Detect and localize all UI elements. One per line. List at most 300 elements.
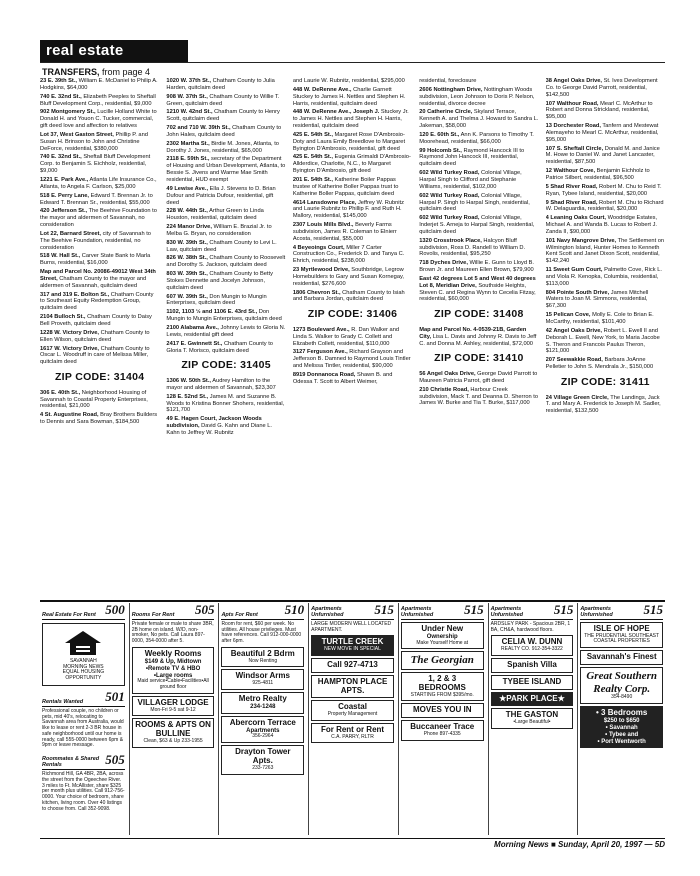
classified-number: 501: [105, 688, 125, 704]
ad-line: For Rent or Rent: [320, 724, 385, 734]
display-ad: [221, 745, 304, 774]
display-ad: [311, 723, 394, 744]
entry-details: The Settlement on Wilmington Island, Hunter Homes to Kenneth Kent Scott and Janet Dixon Scott, residential, $142,240: [545, 237, 665, 265]
classified-header: [132, 603, 215, 620]
ad-line: Spanish Villa: [507, 659, 557, 669]
classified-header: [42, 690, 125, 707]
entry-address: 1228 W. Victory Drive,: [40, 329, 100, 336]
entry-details: St. Ives Development Co. to George David Parrott, residential, $142,500: [545, 78, 658, 98]
classified-category: Apartments Unfurnished: [400, 605, 434, 618]
transfer-column: [293, 78, 412, 600]
entry-details: James Mitchell Waters to Joan M. Simmons, residential, $67,300: [545, 289, 649, 310]
entry-address: 518 W. Hall St.,: [40, 253, 81, 260]
entry-address: 420 Jefferson St.,: [40, 208, 88, 215]
transfer-entry: [166, 394, 285, 415]
transfer-entry: [546, 146, 665, 167]
entry-details: Miller 7 Carter Construction Co., Frederick D. and Tanya C. Ehrich, residential, $238,000: [292, 244, 405, 265]
entry-details: Southside Heights, Steven C. and Regina Wynn to Cecelia Fitzay, residential, $60,000: [419, 282, 536, 303]
ad-line: • Port Wentworth: [597, 738, 646, 745]
entry-details: Edward T. Brennan Jr. to Edward T. Brennan Sr., residential, $55,000: [40, 192, 153, 206]
ad-subtext: 354-8490: [611, 694, 633, 701]
transfer-entry: [546, 238, 665, 265]
transfer-entry: [419, 148, 538, 169]
entry-details: R. Dan Walker and Linda S. Walker to Grady C. Collett and Elizabeth Collett, residential, $110,000: [292, 326, 400, 347]
ad-line: MOVES YOU IN: [412, 705, 472, 715]
entry-address: 24 Village Green Circle,: [545, 394, 609, 401]
ad-line: Weekly Rooms: [144, 648, 202, 658]
entry-details: Robert M. Chu to Reid T. Ryan, Tybee Island, residential, $20,000: [545, 183, 662, 197]
classified-column: [218, 603, 306, 835]
entry-address: 107 Walthour Road,: [545, 100, 599, 107]
entry-details: Robert M. Chu to Richard W. Delaguardia, residential, $20,000: [545, 199, 664, 213]
transfer-entry: [419, 109, 538, 130]
entry-address: 4614 Lansdowne Place,: [292, 199, 357, 206]
classified-column: [398, 603, 486, 835]
transfer-entry: [293, 109, 412, 130]
transfer-entry: [419, 371, 538, 385]
entry-address: 23 E. 39th St.,: [40, 78, 77, 84]
entry-address: 12 Walthour Cove,: [545, 168, 596, 175]
transfer-column: [40, 78, 159, 600]
entry-address: 20 Catherine Circle,: [419, 109, 473, 116]
transfer-entry: [546, 123, 665, 144]
transfer-entry: [546, 101, 665, 122]
ad-subtext: NEW MOVE IN SPECIAL: [324, 646, 381, 653]
transfer-entry: [166, 255, 285, 269]
ad-line: Buccaneer Trace: [410, 722, 475, 732]
ad-line: $149 & Up, Midtown: [144, 658, 202, 665]
transfer-column: [166, 78, 285, 600]
entry-address: 2302 Martha St.,: [166, 140, 210, 147]
entry-details: Bray Brothers Builders to Dennis and Sara Bowman, $184,500: [40, 412, 158, 426]
ad-line: MORNING NEWS: [63, 663, 104, 670]
entry-details: Palmetto Cove, Rick L. and Viola R. Kenopka, Columbia, residential, $113,000: [545, 267, 662, 287]
classified-header: [491, 603, 574, 620]
entry-details: Chatham County to Southeast Equity Redemption Group, quitclaim deed: [40, 291, 154, 312]
transfer-entry: [40, 109, 159, 130]
display-ad: [311, 635, 394, 656]
entry-address: 306 E. 40th St.,: [40, 389, 81, 396]
classified-category: Real Estate For Rent: [42, 611, 96, 618]
entry-details: Chatham County to Oscar L. Woodruff in care of Melissa Miller, quitclaim deed: [40, 345, 150, 366]
transfer-entry: [166, 378, 285, 392]
entry-address: 425 E. 54th St.,: [292, 131, 333, 138]
entry-address: 830 W. 39th St.,: [166, 239, 208, 246]
entry-details: Willie E. Gunn to Lloyd B. Brown Jr. and Maureen Ellen Brown, $79,900: [419, 260, 534, 274]
ad-line: Call 927-4713: [327, 659, 378, 669]
transfer-entry: [546, 78, 665, 99]
banner-rule: [40, 62, 665, 63]
entry-address: 607 W. 39th St.,: [166, 293, 208, 300]
transfer-entry: [40, 269, 159, 290]
entry-address: 38 Angel Oaks Drive,: [545, 78, 602, 84]
entry-address: 207 Seewakkie Road,: [545, 357, 603, 364]
display-ad: [132, 696, 215, 717]
transfer-entry: [293, 245, 412, 266]
transfer-entry: [166, 78, 285, 92]
entry-address: 2104 Bulloch St.,: [40, 314, 86, 321]
display-ad: [580, 667, 663, 704]
entry-address: 99 Holcomb St.,: [419, 147, 462, 154]
entry-address: 101 Navy Mangrove Drive,: [545, 237, 617, 244]
ad-line: Drayton Tower Apts.: [235, 747, 291, 765]
transfer-entry: [40, 314, 159, 328]
entry-details: Lucille Holland White to Donald H. and Youon C. Tucker, commercial, gift deed love and affection to relatives: [40, 109, 157, 130]
ad-line: •Large rooms: [153, 672, 193, 679]
display-ad: [491, 658, 574, 673]
ad-line: TURTLE CREEK: [321, 637, 384, 647]
ad-subtext: Mon-Fri 9-5 sat 9-12: [150, 706, 196, 713]
entry-address: 5 Shad River Road,: [545, 183, 598, 190]
ad-subtext: Maid service•Cable•Facilities•All ground floor: [137, 678, 209, 691]
entry-address: 448 W. DeRenne Ave.,: [292, 86, 352, 93]
entry-details: George David Parrott to Maureen Patricia Parrot, gift deed: [419, 371, 538, 384]
transfer-entry: [293, 78, 412, 85]
entry-address: 56 Angel Oaks Drive,: [419, 371, 476, 378]
transfer-entry: [293, 222, 412, 243]
ad-subtext: THE PRUDENTIAL SOUTHEAST COASTAL PROPERTIES: [584, 632, 660, 645]
transfer-entry: [40, 177, 159, 191]
entry-address: 902 Montgomery St.,: [40, 109, 96, 116]
entry-details: Elizabeth Peeples to Sheftall Bluff Development Corp., residential, $9,000: [40, 93, 156, 107]
entry-details: Raymond Hancock III to Raymond John Hancock III, residential, quitclaim deed: [419, 147, 525, 168]
entry-details: Colonial Village, Inderjet S. Arneja to Harpal Singh, residential, quitclaim deed: [419, 215, 535, 235]
transfer-entry: [166, 341, 285, 355]
entry-details: Colonial Village, Harpal Singh to Clifford and Stephanie Williams, residential, $102,000: [419, 170, 522, 190]
entry-address: 1306 W. 50th St.,: [166, 377, 211, 384]
entry-details: Arthur Green to Linda Houston, residential, quitclaim deed: [166, 208, 264, 222]
entry-address: 49 E. Hagen Court, Jackson Woods subdivision,: [166, 416, 262, 430]
transfer-entry: [40, 231, 159, 252]
entry-details: Chatham County to Levi L. Law, quitclaim deed: [166, 239, 277, 253]
display-ad: [401, 720, 484, 741]
entry-details: Chatham County to Henry Scott, quitclaim deed: [166, 109, 280, 123]
transfer-column: [546, 78, 665, 600]
entry-details: Atlanta Life Insurance Co., Atlanta, to Angela F. Carlson, $25,000: [40, 176, 157, 190]
classified-text: Private female or male to share 3BR, 2B home on island. W/D, non-smoker, No pets. Call Laura 897-0000, 354-0000 after 5.: [131, 620, 214, 645]
entry-address: 1102, 1103 ½ and 1106 E. 43rd St.,: [166, 309, 258, 316]
ad-subtext: EQUAL HOUSING OPPORTUNITY: [62, 669, 105, 682]
classified-number: 505: [194, 603, 215, 617]
entry-address: 1806 Chevron St.,: [292, 289, 341, 296]
entry-details: Beverly Farms subdivision, James R. Coleman to Elnierr Acosta, residential, $55,000: [292, 222, 397, 242]
zip-code-heading: ZIP CODE: 31408: [434, 308, 524, 321]
transfer-entry: [419, 78, 538, 85]
display-ad: [132, 718, 215, 747]
transfer-entry: [419, 193, 538, 214]
classified-column: [488, 603, 576, 835]
transfer-entry: [293, 132, 412, 153]
entry-details: Chatham County to Isiah and Barbara Jordan, quitclaim deed: [292, 289, 405, 303]
ad-subtext: Phone 897-4335: [423, 730, 461, 737]
transfer-entry: [546, 395, 665, 416]
transfer-entry: [40, 346, 159, 367]
classified-number: 500: [105, 603, 125, 617]
classified-text: Richmond Hill, GA 4BR, 2BA, across the street from the Ogeechee River. 3 miles to Ft. McAllister, share $325 per month plus utilities. Call 912-756-0000. Your choice of bedroom, share kitchen, living room. Over 40 listings to choose from. Call 352-9098.: [42, 771, 125, 812]
ad-line: ★PARK PLACE★: [499, 693, 565, 703]
display-ad: [221, 647, 304, 668]
ad-subtext: STARTING FROM $395/mo.: [410, 691, 474, 698]
ad-line: 234-1248: [250, 703, 276, 710]
entry-details: Chatham County to John Hales, quitclaim deed: [166, 125, 282, 138]
ad-line: •Remote TV & HBO: [145, 665, 201, 672]
zip-code-heading: ZIP CODE: 31410: [434, 352, 524, 365]
transfer-entry: [419, 215, 538, 236]
entry-details: Chatham County to Gloria T. Morisco, quitclaim deed: [166, 340, 273, 354]
display-ad: [311, 675, 394, 699]
classified-text: ARDSLEY PARK - Spacious 2BR, 1 BA, CH&A, hardwood floors.: [490, 620, 571, 633]
transfer-entry: [166, 156, 285, 183]
entry-details: Margaret Rose D'Ambrosio-Doty and Laura Emily Breedlove to Margaret Byington D'Ambrosio, residential, gift deed: [292, 131, 406, 152]
entry-details: Don Mungin to Mungin Enterprises, quitclaim deed: [166, 293, 267, 307]
transfer-entry: [40, 94, 159, 108]
ad-line: Windsor Arms: [235, 671, 290, 681]
entry-address: 42 Angel Oaks Drive,: [545, 327, 602, 334]
entry-address: 518 E. Perry Lane,: [40, 192, 90, 199]
entry-address: 2606 Nottingham Drive,: [419, 86, 483, 93]
ad-subtext: 925-4811: [252, 680, 274, 687]
ad-line: THE GASTON: [505, 710, 559, 720]
entry-details: Katherine Boiler Pappas trustee of Katherine Boller Pappas trust to Katherine Boller Pappas, quitclaim deed: [292, 176, 399, 197]
transfer-entry: [293, 290, 412, 304]
transfer-entry: [166, 325, 285, 339]
classified-text: Professional couple, no children or pets, mid 40's, relocating to Savannah area from Australia, would like to lease or rent 2-3 BR house in safe neighborhood until our home is ready, call 555-0000 between 6pm & 9pm or leave message.: [42, 707, 124, 749]
entry-address: 1221 E. Park Ave.,: [40, 176, 89, 183]
transfer-entry: [293, 200, 412, 221]
classified-category: Rentals Wanted: [42, 698, 84, 705]
transfer-entry: [419, 87, 538, 108]
entry-address: 602 Wild Turkey Road,: [419, 170, 480, 177]
classified-header: [311, 603, 394, 620]
classified-number: 515: [374, 603, 394, 617]
transfer-entry: [546, 357, 665, 371]
entry-details: Southbridge, Legrow Homebuilders to Gary and Susan Kornegay, residential, $276,600: [292, 267, 404, 287]
entry-address: 908 W. 37th St.,: [166, 93, 208, 100]
entry-details: Donald M. and Janice M. Howe to Daniel W. and Janet Lancaster, residential, $87,500: [545, 145, 660, 166]
ad-line: $250 to $650: [603, 717, 640, 724]
entry-details: Audrey Hamilton to the mayor and aldermen of Savannah, $23,307: [166, 377, 276, 391]
ad-line: Coastal: [338, 702, 367, 712]
transfer-entry: [546, 290, 665, 311]
entry-address: 23 Myrtlewood Drive,: [292, 267, 350, 274]
transfer-entry: [546, 267, 665, 288]
entry-address: 228 W. 44th St.,: [166, 208, 208, 215]
entry-details: Robert L. Ewell II and Deborah L. Ewell, New York, to Maria Jacobe S. Theron and Francois Paulus Theron, $121,000: [545, 327, 660, 355]
entry-details: James M. and Suzanne B. Woods to Kristina Bonner Shohers, residential, $121,700: [166, 393, 285, 414]
entry-details: Skyland Terrace, Kenneth A. and Thelma J. Howard to Sandra L. Jakeman, $58,000: [419, 109, 539, 130]
classified-column: [129, 603, 217, 835]
zip-code-heading: ZIP CODE: 31405: [181, 359, 271, 372]
entry-details: Birdie M. Jones, Atlanta, to Dorothy J. Jones, residential, $65,000: [166, 140, 279, 154]
ad-line: • Savannah: [605, 724, 638, 731]
classified-header: [42, 603, 125, 620]
ad-line: Savannah's Finest: [586, 652, 657, 662]
display-ad: [221, 669, 304, 690]
transfer-column: [419, 78, 538, 600]
entry-address: 602 Wild Turkey Road,: [419, 215, 480, 222]
entry-details: city of Savannah to The Beehive Foundation, residential, no consideration: [40, 230, 151, 251]
entry-address: 120 E. 60th St.,: [419, 131, 460, 138]
transfer-entry: [40, 330, 159, 344]
entry-address: East 42 degrees Lot 5 and West 40 degrees Lot 8, Meridian Drive,: [419, 275, 536, 289]
entry-address: Map and Parcel No. 4-0539-21B, Garden City,: [419, 326, 527, 340]
classified-column: [40, 603, 127, 835]
classified-category: Apts For Rent: [221, 611, 258, 618]
transfer-entry: [419, 276, 538, 303]
entry-address: 3127 Ferguson Ave.,: [292, 349, 348, 356]
classified-number: 505: [105, 752, 125, 768]
transfer-entry: [419, 132, 538, 146]
transfer-entry: [166, 208, 285, 222]
entry-address: 740 E. 32nd St.,: [40, 154, 82, 161]
display-ad: [580, 622, 663, 648]
transfer-entry: [546, 328, 665, 355]
transfer-entry: [166, 294, 285, 308]
transfer-entry: [546, 200, 665, 214]
display-ad: [580, 650, 663, 665]
entry-details: Carver State Bank to Marla Burns, residential, $16,000: [40, 253, 151, 267]
entry-address: 740 E. 32nd St.,: [40, 93, 82, 100]
transfer-entry: [419, 170, 538, 191]
classified-number: 515: [464, 603, 484, 617]
entry-details: Johnny Lewis to Gloria N. Lewis, residential gift deed: [166, 325, 286, 338]
entry-address: 8919 Donnanoca Road,: [292, 371, 356, 378]
ad-subtext: 356-2964: [252, 733, 274, 740]
classified-header: [401, 603, 484, 620]
entry-address: 803 W. 39th St.,: [166, 271, 208, 278]
transfer-entry: [40, 292, 159, 313]
entry-details: Eugenia Grimaldi D'Ambrosio-Allderdice, Charlotte, N.C., to Margaret Byington D'Ambrosio, gift deed: [292, 154, 411, 175]
ad-line: ROOMS & APTS ON BULLINE: [135, 720, 211, 739]
transfer-entry: [166, 416, 285, 437]
entry-details: The Landings, Jack T. and Mary A. Frederick to Joseph M. Sadler, residential, $132,500: [545, 394, 661, 415]
transfer-entry: [166, 94, 285, 108]
display-ad: [401, 622, 484, 649]
ad-line: Metro Realty: [238, 694, 287, 704]
ad-subtext: Clean, $63 & Up 233-1955: [143, 738, 203, 745]
entry-details: Mearl C. McArthur to Robert and Donna Strickland, residential, $95,000: [545, 100, 653, 121]
ad-subtext: 233-7263: [252, 764, 274, 771]
entry-details: David G. Kahn and Diane L. Kahn to Jeffrey W. Rubnitz: [166, 423, 272, 436]
entry-address: 4 Beyeoings Court,: [292, 244, 345, 251]
transfer-entry: [546, 312, 665, 326]
entry-details: Neighborhood Housing of Savannah to Coastal Property Enterprises, residential, $21,000: [40, 389, 148, 410]
display-ad: [491, 635, 574, 656]
subtitle-bold: TRANSFERS,: [42, 67, 100, 77]
entry-details: residential, foreclosure: [419, 78, 477, 84]
entry-details: Harbour Creek subdivision, Mack T. and Deanna D. Sherron to James W. Burke and Tia T. Burke, $117,000: [419, 386, 538, 407]
entry-address: 2100 Alabama Ave.,: [166, 325, 219, 331]
classified-text: Room for rent, $60 per week. No utilities. All house privileges. Must have references. Call 912-000-0000 after 6pm.: [221, 620, 302, 645]
entry-address: 1273 Boulevard Ave.,: [292, 326, 350, 333]
entry-details: Barbara JoAnne Pelletier to John S. Mendrala Jr., $150,000: [545, 357, 654, 371]
transfer-entry: [293, 327, 412, 348]
classifieds-rule: [40, 600, 665, 602]
display-ad: [221, 692, 304, 714]
transfer-entry: [293, 372, 412, 386]
entry-address: 1020 W. 37th St.,: [166, 78, 211, 84]
transfer-entry: [166, 309, 285, 323]
subtitle-rest: from page 4: [102, 67, 151, 77]
ad-line: Apartments: [246, 727, 280, 734]
transfer-entry: [40, 208, 159, 229]
entry-details: Lisa L. Davis and Johnny R. Davis to Jeff C. and Donna M. Ashley, residential, $72,000: [419, 333, 537, 347]
transfer-entry: [40, 132, 159, 153]
entry-details: Sheftall Bluff Development Corp. to Benjamin S. Eichholz, residential, $9,000: [40, 154, 151, 175]
transfer-entry: [419, 327, 538, 348]
classifieds-section: [40, 603, 665, 835]
transfer-entry: [546, 215, 665, 236]
entry-address: 2118 E. 59th St.,: [166, 156, 210, 163]
display-ad: [580, 706, 663, 748]
entry-address: 1617 W. Victory Drive,: [40, 345, 100, 352]
ad-line: Ownership: [426, 633, 458, 640]
ad-line: Under New: [421, 623, 464, 633]
ad-line: Great Southern: [586, 670, 657, 683]
entry-details: Phillip P. and Susan H. Brinson to John and Christine DeForce, residential, $380,000: [40, 131, 148, 152]
classified-category: Roommates & Shared Rentals: [42, 755, 100, 769]
entry-details: Colonial Village, Harpal P. Singh to Harpal Singh, residential, quitclaim deed: [419, 192, 530, 213]
entry-address: 2417 E. Gwinnett St.,: [166, 340, 223, 347]
classified-header: [221, 603, 304, 620]
transfer-entry: [40, 78, 159, 92]
entry-address: 1210 W. 42nd St.,: [166, 109, 213, 116]
transfer-entry: [40, 193, 159, 207]
transfer-entry: [166, 224, 285, 238]
entry-address: 15 Pelican Cove,: [545, 312, 591, 319]
entry-details: and Laurie W. Rubnitz, residential, $295,000: [292, 78, 405, 84]
section-subtitle: [42, 67, 150, 77]
ad-subtext: Make Yourself Home at: [416, 639, 469, 646]
page-footer: Morning News ■ Sunday, April 20, 1997 — 5D: [494, 840, 665, 849]
entry-details: Woodridge Estates, Michael A. and Wanda B. Lucas to Robert J. Zanda II, $90,000: [545, 215, 658, 235]
ad-line: ISLE OF HOPE: [593, 623, 650, 633]
footer-rule: [40, 838, 665, 839]
entry-address: Lot 37, West Gaston Street,: [40, 131, 114, 138]
ad-subtext: Property Management: [327, 711, 378, 718]
entry-details: Chatham County to Betty Stokes Dennette and Jocelyn Johnson, quitclaim deed: [166, 271, 273, 291]
entry-address: 718 Dyches Drive,: [419, 260, 468, 267]
display-ad: [491, 692, 574, 707]
ad-line: • 3 Bedrooms: [596, 708, 648, 718]
entry-address: 1320 Crosstrook Place,: [419, 237, 482, 244]
entry-details: Halcyon Bluff subdivision, Ross D. Randell to William D. Rovolis, residential, $95,250: [419, 237, 526, 258]
entry-address: 702 and 710 W. 39th St.,: [166, 125, 231, 132]
transfer-entry: [166, 125, 285, 139]
transfer-entry: [40, 390, 159, 411]
classified-category: Rooms For Rent: [131, 611, 175, 618]
transfer-entry: [166, 109, 285, 123]
transfers-columns: [40, 78, 665, 600]
entry-address: 4 St. Augustine Road,: [40, 412, 99, 419]
display-ad: [491, 708, 574, 729]
display-ad: [311, 700, 394, 721]
ad-line: TYBEE ISLAND: [502, 676, 562, 686]
entry-address: 224 Manor Drive,: [166, 224, 212, 231]
display-ad: [401, 703, 484, 718]
entry-details: Molly E. Cole to Brian E. McCarthy, residential, $101,400: [545, 312, 654, 325]
entry-address: 425 E. 54th St.,: [292, 154, 333, 161]
display-ad: [491, 675, 574, 690]
entry-details: The Beehive Foundation to the mayor and aldermen of Savannah, no consideration: [40, 208, 157, 229]
classified-category: Apartments Unfurnished: [490, 605, 523, 618]
entry-address: 11 Sweet Gum Court,: [545, 267, 603, 274]
entry-details: Benjamin Eichholz to Patrice Silbert, residential, $96,500: [545, 168, 650, 181]
entry-details: Jeffrey W. Rubnitz and Laurie Rubnitz to Phillip F. and Ruth H. Mallory, residential, $145,000: [292, 199, 404, 220]
transfer-entry: [166, 141, 285, 155]
display-ad: [401, 672, 484, 701]
classified-text: LARGE MODERN WELL LOCATED APARTMENT.: [311, 620, 392, 633]
